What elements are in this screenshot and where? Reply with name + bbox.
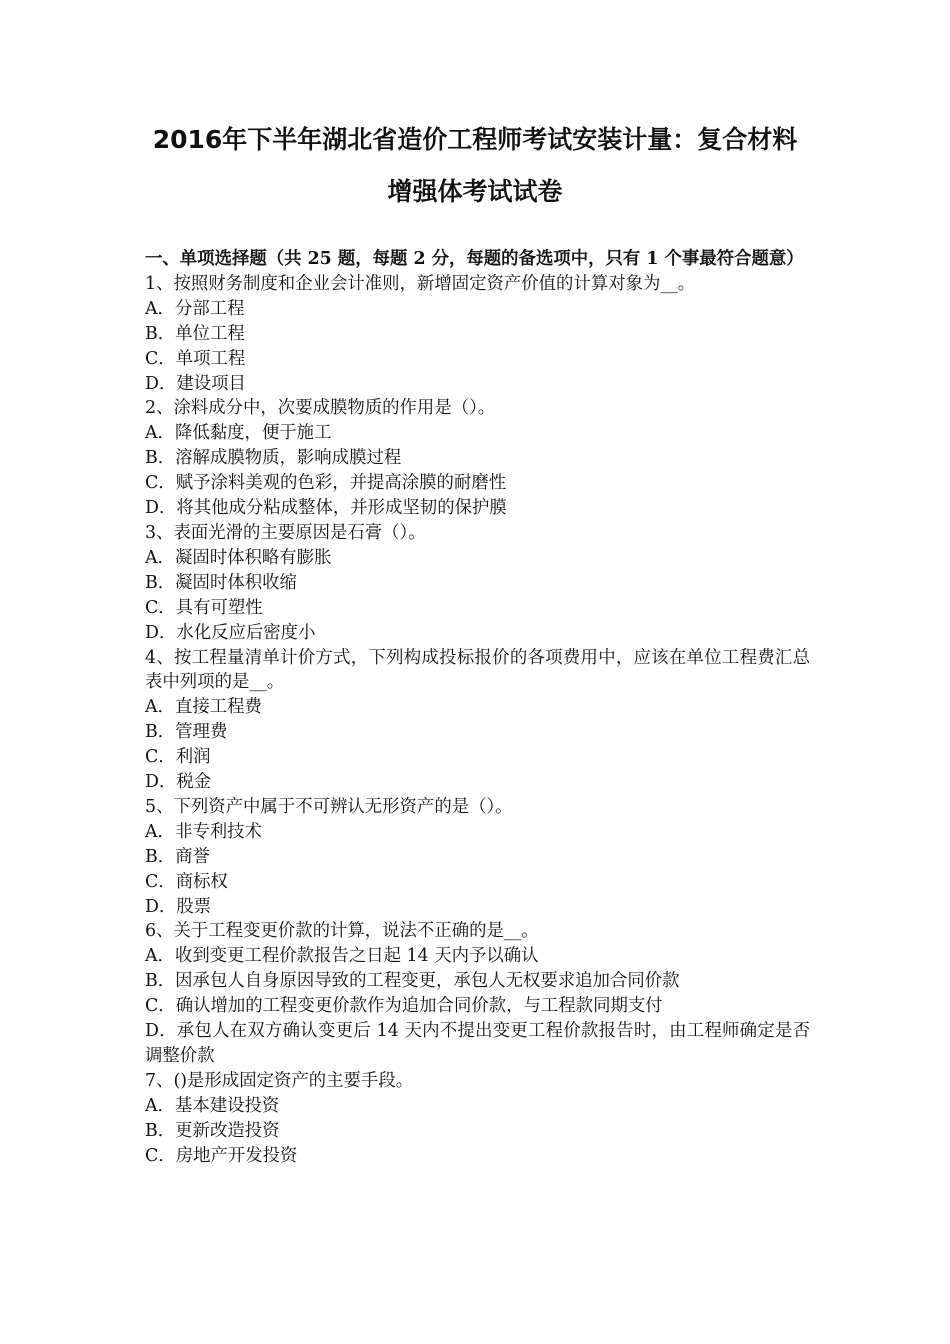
option-a: A．分部工程 [145, 298, 245, 319]
option-a: A．非专利技术 [145, 821, 262, 842]
section-heading: 一、单项选择题（共 25 题，每题 2 分，每题的备选项中，只有 1 个事最符合题意） [145, 249, 804, 269]
question-stem: 5、下列资产中属于不可辨认无形资产的是（）。 [145, 796, 513, 817]
option-a: A．降低黏度，便于施工 [145, 423, 332, 444]
question-stem: 4、按工程量清单计价方式，下列构成投标报价的各项费用中，应该在单位工程费汇总表中列项的是__。 [145, 647, 810, 693]
option-b: B．凝固时体积收缩 [145, 572, 297, 593]
option-d: D．将其他成分粘成整体，并形成坚韧的保护膜 [145, 498, 507, 519]
option-c: C．商标权 [145, 871, 228, 892]
document-title-line-2: 增强体考试试卷 [387, 177, 563, 206]
option-a: A．直接工程费 [145, 697, 262, 718]
option-d: D．税金 [145, 772, 212, 793]
question-1 [145, 272, 810, 397]
document-title-line-1: 2016年下半年湖北省造价工程师考试安装计量：复合材料 [152, 125, 798, 154]
document-body [145, 247, 810, 1169]
option-b: B．管理费 [145, 722, 228, 743]
option-c: C．房地产开发投资 [145, 1145, 298, 1166]
question-5 [145, 795, 810, 920]
option-c: C．单项工程 [145, 348, 246, 369]
option-d: D．股票 [145, 896, 212, 917]
option-c: C．利润 [145, 747, 211, 768]
question-stem: 3、表面光滑的主要原因是石膏（）。 [145, 522, 426, 543]
question-4 [145, 646, 810, 795]
question-2 [145, 396, 810, 521]
option-c: C．赋予涂料美观的色彩，并提高涂膜的耐磨性 [145, 473, 507, 494]
option-d: D．建设项目 [145, 373, 246, 394]
option-b: B．溶解成膜物质，影响成膜过程 [145, 448, 402, 469]
option-a: A．基本建设投资 [145, 1095, 280, 1116]
option-c: C．具有可塑性 [145, 597, 263, 618]
question-stem: 7、()是形成固定资产的主要手段。 [145, 1070, 414, 1091]
option-d: D．承包人在双方确认变更后 14 天内不提出变更工程价款报告时，由工程师确定是否调整价款 [145, 1021, 810, 1066]
option-b: B．单位工程 [145, 323, 245, 344]
question-7 [145, 1069, 810, 1169]
option-c: C．确认增加的工程变更价款作为追加合同价款，与工程款同期支付 [145, 996, 663, 1017]
question-stem: 6、关于工程变更价款的计算，说法不正确的是__。 [145, 921, 539, 942]
option-b: B．更新改造投资 [145, 1120, 280, 1141]
question-stem: 1、按照财务制度和企业会计准则，新增固定资产价值的计算对象为__。 [145, 273, 696, 294]
option-d: D．水化反应后密度小 [145, 622, 316, 643]
question-3 [145, 521, 810, 646]
option-a: A．收到变更工程价款报告之日起 14 天内予以确认 [145, 946, 539, 967]
option-b: B．商誉 [145, 846, 210, 867]
option-a: A．凝固时体积略有膨胀 [145, 547, 332, 568]
question-6 [145, 919, 810, 1068]
option-b: B．因承包人自身原因导致的工程变更，承包人无权要求追加合同价款 [145, 971, 680, 992]
question-stem: 2、涂料成分中，次要成膜物质的作用是（）。 [145, 398, 496, 419]
